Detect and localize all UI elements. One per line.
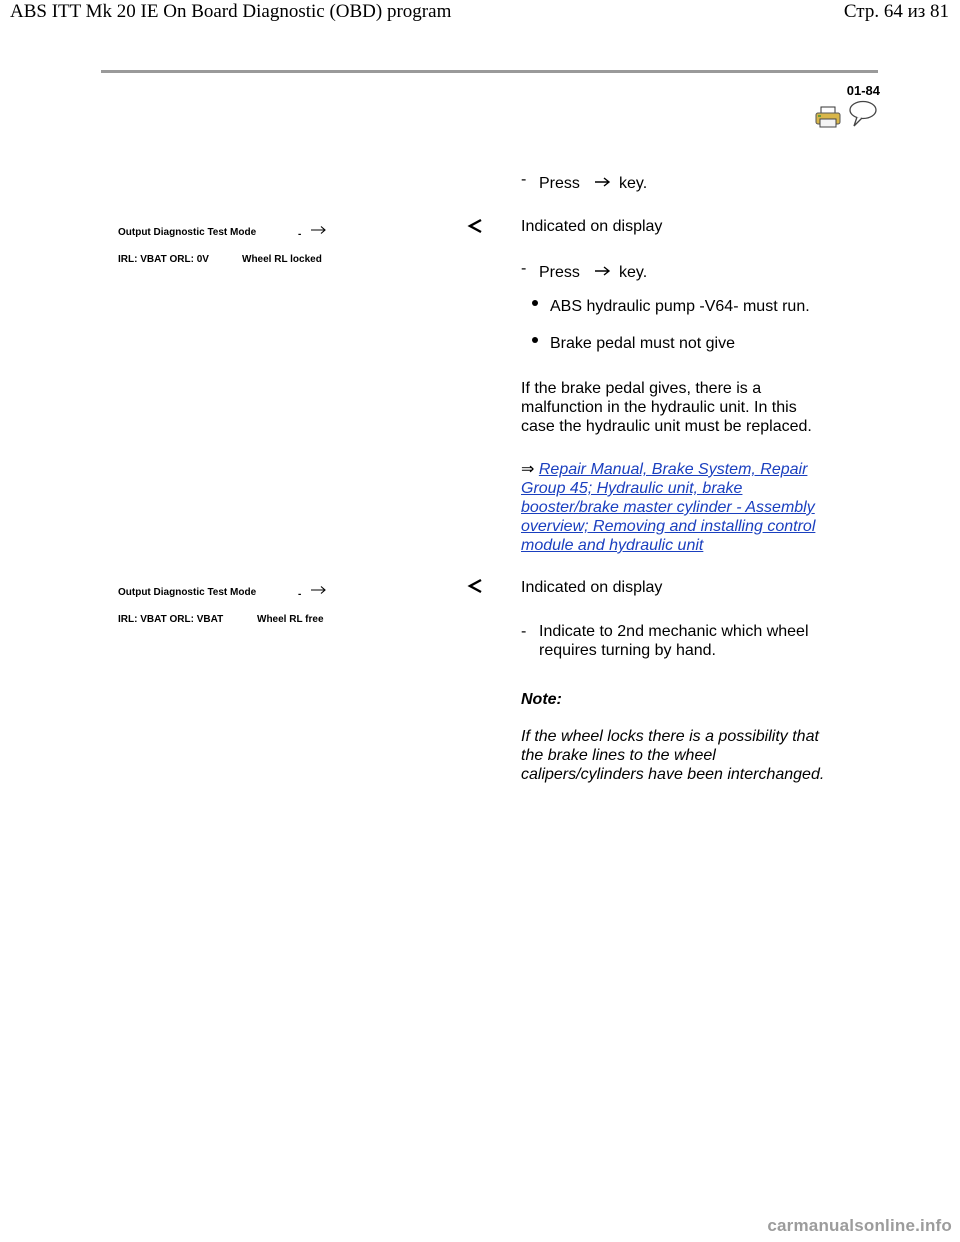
header-divider bbox=[101, 70, 878, 73]
press-word: Press bbox=[539, 264, 580, 281]
document-title: ABS ITT Mk 20 IE On Board Diagnostic (OBD) program bbox=[10, 1, 452, 22]
page-info: Стр. 64 из 81 bbox=[843, 1, 949, 22]
right-arrow-icon bbox=[310, 225, 328, 235]
bullet-item: ABS hydraulic pump -V64- must run. bbox=[550, 298, 810, 315]
repair-manual-link[interactable]: booster/brake master cylinder - Assembly bbox=[521, 499, 815, 516]
note-title: Note: bbox=[521, 691, 562, 708]
step-dash: - bbox=[521, 171, 527, 188]
display-line-2-left: IRL: VBAT ORL: VBAT bbox=[118, 614, 224, 625]
repair-manual-link[interactable]: Group 45; Hydraulic unit, brake bbox=[521, 480, 743, 497]
repair-manual-link[interactable]: Repair Manual, Brake System, Repair bbox=[538, 461, 808, 478]
display-dash: - bbox=[298, 589, 302, 600]
display-dash: - bbox=[298, 229, 302, 240]
page-number: 01-84 bbox=[846, 83, 880, 98]
repair-manual-link[interactable]: overview; Removing and installing control bbox=[521, 518, 816, 535]
display-line-1: Output Diagnostic Test Mode bbox=[118, 587, 257, 598]
printer-icon[interactable] bbox=[815, 106, 841, 128]
note-line: If the wheel locks there is a possibility that bbox=[521, 728, 819, 745]
display-line-2-left: IRL: VBAT ORL: 0V bbox=[118, 254, 209, 265]
step-dash: - bbox=[521, 623, 527, 640]
paragraph-line: malfunction in the hydraulic unit. In this bbox=[521, 399, 797, 416]
note-text bbox=[521, 727, 824, 784]
paragraph-line: case the hydraulic unit must be replaced. bbox=[521, 418, 812, 435]
display-line-2-right: Wheel RL free bbox=[257, 614, 324, 625]
bullet-icon bbox=[532, 300, 538, 306]
key-word: key. bbox=[619, 264, 648, 281]
repair-manual-link[interactable]: module and hydraulic unit bbox=[521, 537, 704, 554]
paragraph-line: If the brake pedal gives, there is a bbox=[521, 380, 762, 397]
step-dash: - bbox=[521, 260, 527, 277]
reference-arrow-icon: ⇒ bbox=[521, 461, 535, 478]
bullet-icon bbox=[532, 337, 538, 343]
indicated-on-display: Indicated on display bbox=[521, 218, 663, 235]
display-line-1: Output Diagnostic Test Mode bbox=[118, 227, 257, 238]
bullet-item: Brake pedal must not give bbox=[550, 335, 735, 352]
display-line-2-right: Wheel RL locked bbox=[242, 254, 322, 265]
pointer-chevron-icon bbox=[466, 578, 484, 594]
press-word: Press bbox=[539, 175, 580, 192]
step-line: requires turning by hand. bbox=[539, 642, 716, 659]
speech-bubble-icon[interactable] bbox=[848, 100, 878, 128]
indicated-on-display: Indicated on display bbox=[521, 579, 663, 596]
note-line: calipers/cylinders have been interchanged. bbox=[521, 766, 825, 783]
note-line: the brake lines to the wheel bbox=[521, 747, 716, 764]
key-word: key. bbox=[619, 175, 648, 192]
step-line: Indicate to 2nd mechanic which wheel bbox=[539, 623, 809, 640]
pointer-chevron-icon bbox=[466, 218, 484, 234]
right-arrow-icon bbox=[593, 265, 613, 277]
right-arrow-icon bbox=[593, 176, 613, 188]
right-arrow-icon bbox=[310, 585, 328, 595]
repair-manual-reference bbox=[521, 460, 815, 555]
watermark: carmanualsonline.info bbox=[767, 1216, 952, 1235]
paragraph bbox=[521, 379, 812, 436]
